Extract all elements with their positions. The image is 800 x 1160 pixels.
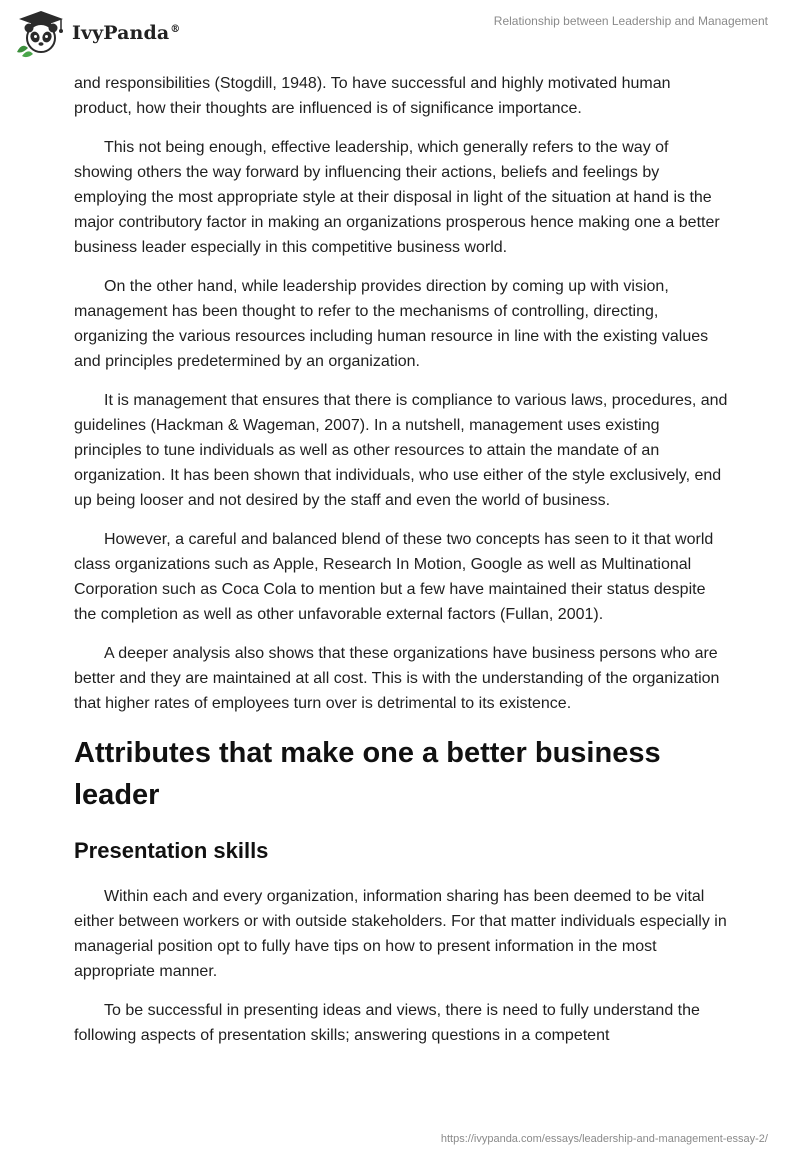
essay-content: [74, 71, 730, 1062]
paragraph: To be successful in presenting ideas and views, there is need to fully understand the following aspects of presentation skills; answering questions in a competent: [74, 1002, 700, 1044]
paragraph: On the other hand, while leadership provides direction by coming up with vision, management has been thought to refer to the mechanisms of controlling, directing, organizing the various resources including human resource in line with the existing values and principles predetermined by an organization.: [74, 278, 709, 370]
paragraph: However, a careful and balanced blend of these two concepts has seen to it that world class organizations such as Apple, Research In Motion, Google as well as Multinational Corporation such as Coca Cola to mention but a few have maintained their status despite the completion as well as other unfavorable external factors (Fullan, 2001).: [74, 531, 714, 623]
paragraph: It is management that ensures that there is compliance to various laws, procedures, and guidelines (Hackman & Wageman, 2007). In a nutshell, management uses existing principles to tune individuals as well as other resources to attain the mandate of an organization. It has been shown that individuals, who use either of the style exclusively, end up being looser and not desired by the staff and even the world of business.: [74, 392, 728, 509]
paragraph: A deeper analysis also shows that these organizations have business persons who are better and they are maintained at all cost. This is with the understanding of the organization that higher rates of employees turn over is detrimental to its existence.: [74, 645, 720, 712]
paragraph: This not being enough, effective leadership, which generally refers to the way of showing others the way forward by influencing their actions, beliefs and feelings by employing the most appropriate style at their disposal in light of the situation at hand is the major contributory factor in making an organizations prosperous hence making one a better business leader especially in this competitive business world.: [74, 139, 720, 256]
source-url-link[interactable]: https://ivypanda.com/essays/leadership-and-management-essay-2/: [440, 1133, 768, 1145]
section-heading: Attributes that make one a better business leader: [74, 737, 661, 811]
subsection-heading: Presentation skills: [74, 838, 269, 863]
panda-graduate-icon: [14, 8, 68, 58]
ivypanda-logo[interactable]: [14, 8, 180, 58]
paragraph: Within each and every organization, information sharing has been deemed to be vital either between workers or with outside stakeholders. For that matter individuals especially in managerial position opt to fully have tips on how to present information in the most appropriate manner.: [74, 888, 727, 980]
paragraph-continuation: and responsibilities (Stogdill, 1948). To have successful and highly motivated human product, how their thoughts are influenced is of significance importance.: [74, 75, 671, 117]
page-header: [0, 0, 800, 70]
logo-wordmark: IvyPanda®: [72, 22, 181, 44]
document-title: Relationship between Leadership and Management: [493, 14, 768, 28]
